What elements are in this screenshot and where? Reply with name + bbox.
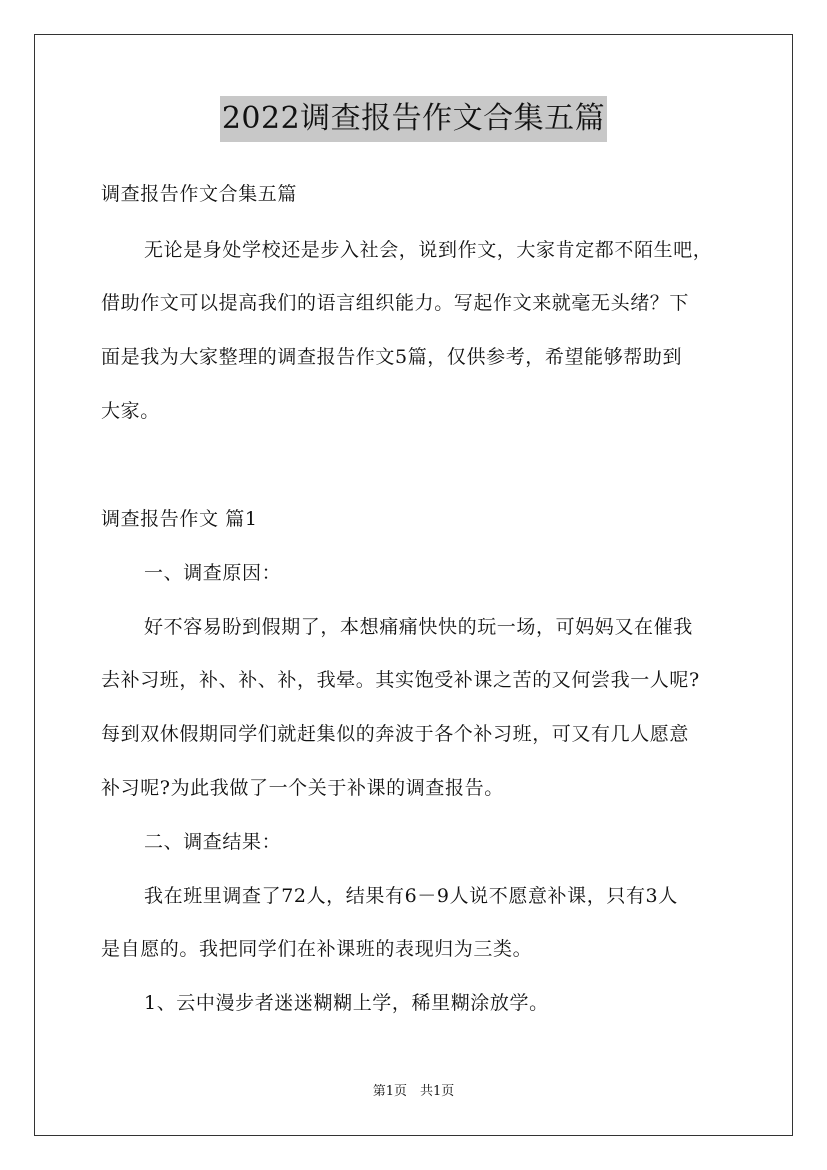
intro-line-2: 借助作文可以提高我们的语言组织能力。写起作文来就毫无头绪？下 <box>101 292 690 314</box>
intro-line-4: 大家。 <box>101 400 160 422</box>
sub-heading-reason: 一、调查原因： <box>144 562 282 584</box>
para1-line-2: 去补习班，补、补、补，我晕。其实饱受补课之苦的又何尝我一人呢? <box>101 669 700 691</box>
sub-heading-result: 二、调查结果： <box>144 831 282 853</box>
intro-line-1: 无论是身处学校还是步入社会，说到作文，大家肯定都不陌生吧， <box>144 239 713 261</box>
para1-line-3: 每到双休假期同学们就赶集似的奔波于各个补习班，可又有几人愿意 <box>101 723 690 745</box>
section-heading: 调查报告作文 篇1 <box>101 508 258 530</box>
intro-line-3: 面是我为大家整理的调查报告作文5篇，仅供参考，希望能够帮助到 <box>101 346 683 368</box>
title-container <box>0 96 827 142</box>
document-subtitle: 调查报告作文合集五篇 <box>101 183 298 205</box>
page-footer: 第1页 共1页 <box>372 1084 455 1099</box>
para1-line-4: 补习呢?为此我做了一个关于补课的调查报告。 <box>101 777 504 799</box>
para2-line-2: 是自愿的。我把同学们在补课班的表现归为三类。 <box>101 938 533 960</box>
list-item-1: 1、云中漫步者迷迷糊糊上学，稀里糊涂放学。 <box>144 992 549 1014</box>
para2-line-1: 我在班里调查了72人，结果有6－9人说不愿意补课，只有3人 <box>144 885 678 907</box>
document-title: 2022调查报告作文合集五篇 <box>220 96 607 142</box>
para1-line-1: 好不容易盼到假期了，本想痛痛快快的玩一场，可妈妈又在催我 <box>144 616 693 638</box>
